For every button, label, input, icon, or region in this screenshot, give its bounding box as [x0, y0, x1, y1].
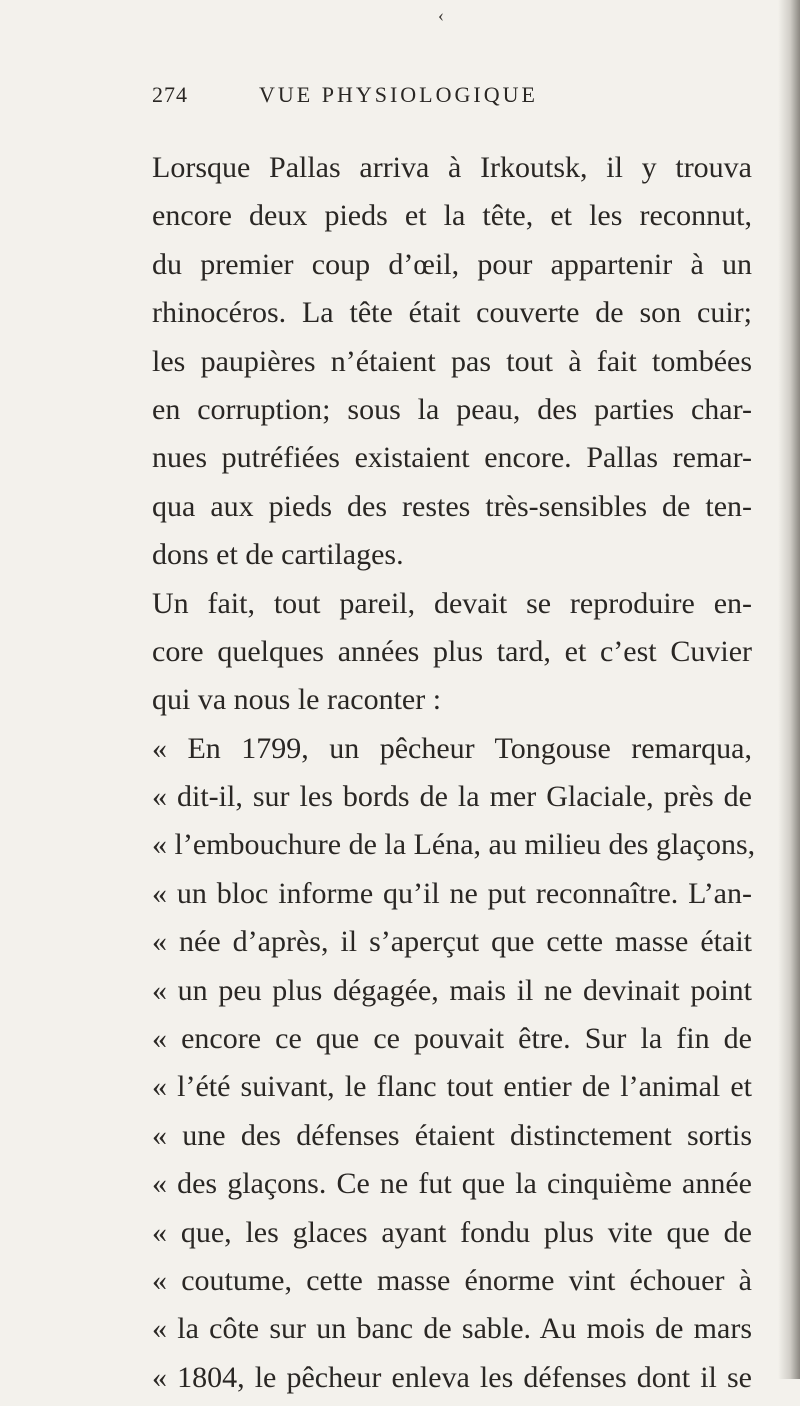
text-line: « née d’après, il s’aperçut que cette masse était — [152, 925, 752, 959]
text-line: Un fait, tout pareil, devait se reproduire en- — [152, 586, 752, 620]
running-header — [152, 82, 752, 116]
page-number: 274 — [152, 82, 188, 107]
text-line: « une des défenses étaient distinctement sortis — [152, 1118, 752, 1152]
text-line: « l’été suivant, le flanc tout entier de l’animal et — [152, 1070, 752, 1104]
text-line: qui va nous le raconter : — [152, 683, 442, 717]
text-line: « l’embouchure de la Léna, au milieu des glaçons, — [152, 828, 756, 862]
text-line: « un bloc informe qu’il ne put reconnaître. L’an- — [152, 876, 752, 910]
text-line: les paupières n’étaient pas tout à fait tombées — [152, 344, 752, 378]
text-line: qua aux pieds des restes très-sensibles de ten- — [152, 489, 752, 523]
text-line: « que, les glaces ayant fondu plus vite que de — [152, 1215, 752, 1249]
text-line: Lorsque Pallas arriva à Irkoutsk, il y trouva — [152, 151, 752, 184]
text-line: « des glaçons. Ce ne fut que la cinquième année — [152, 1167, 752, 1201]
text-line: « coutume, cette masse énorme vint échouer à — [152, 1263, 752, 1297]
text-line: « encore ce que ce pouvait être. Sur la fin de — [152, 1022, 752, 1056]
running-title: VUE PHYSIOLOGIQUE — [259, 82, 538, 107]
top-mark: ‹ — [438, 5, 444, 25]
text-line: « En 1799, un pêcheur Tongouse remarqua, — [152, 731, 752, 765]
text-line: rhinocéros. La tête était couverte de son cuir; — [152, 296, 752, 330]
text-line: du premier coup d’œil, pour appartenir à un — [152, 247, 752, 281]
text-line: « un peu plus dégagée, mais il ne devinait point — [152, 973, 752, 1007]
text-line: « dit-il, sur les bords de la mer Glaciale, près de — [152, 780, 752, 814]
body-text — [152, 148, 756, 1406]
text-line: « 1804, le pêcheur enleva les défenses dont il se — [152, 1360, 752, 1394]
text-line: core quelques années plus tard, et c’est Cuvier — [152, 634, 752, 668]
text-line: nues putréfiées existaient encore. Pallas remar- — [152, 441, 752, 475]
text-line: « la côte sur un banc de sable. Au mois de mars — [152, 1312, 752, 1346]
text-line: encore deux pieds et la tête, et les reconnut, — [152, 199, 752, 233]
text-line: en corruption; sous la peau, des parties char- — [152, 392, 752, 426]
text-line: dons et de cartilages. — [152, 538, 404, 572]
page-edge-shadow — [778, 0, 800, 1379]
